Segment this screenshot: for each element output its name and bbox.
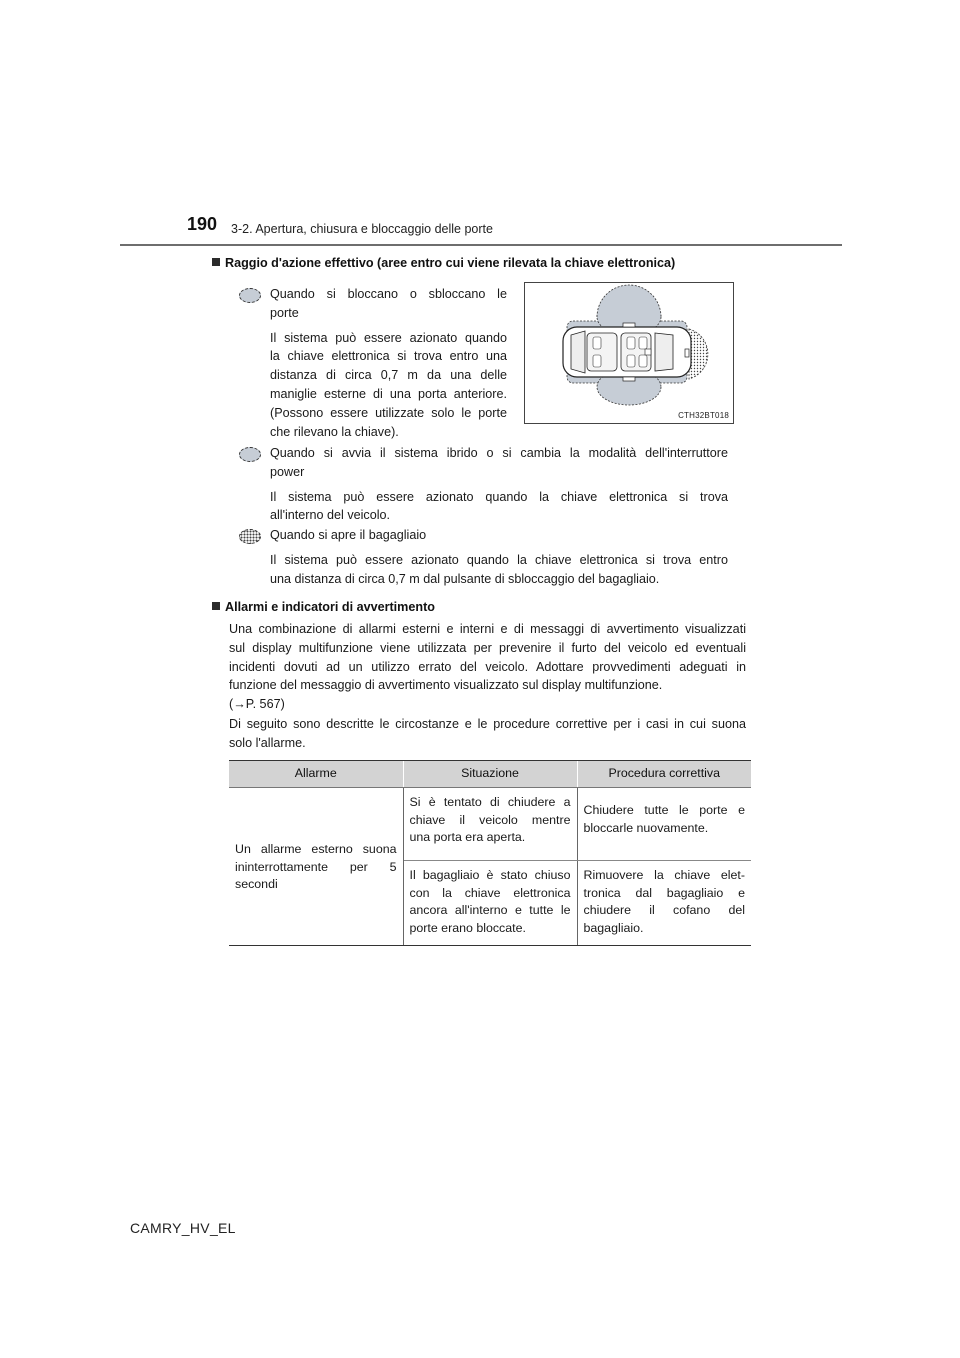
car-top-view-illustration — [525, 283, 733, 423]
zone-door-desc-line: che rilevano la chiave). — [270, 424, 399, 439]
zone-trunk-title-line: Quando si apre il bagagliaio — [270, 528, 427, 542]
zone-door-title-line: Quando si bloccano o sbloccano le — [270, 287, 507, 301]
zone-door-desc-line: Il sistema può essere azionato quando — [270, 330, 507, 345]
zone-interior-desc-line: Il sistema può essere azionato quando la chiave elettronica si trova — [270, 489, 728, 504]
header-alarm: Allarme — [229, 761, 403, 788]
alarm-para1-line: incidenti dovuti ad un utilizzo errato del veicolo. Adottare provvedimenti adeguati in — [229, 659, 746, 674]
alarm-para1-line: sul display multifunzione viene utilizzata per prevenire il furto del veicolo ed eventuali — [229, 640, 746, 655]
key-range-diagram — [524, 282, 734, 424]
square-bullet-icon — [212, 258, 220, 266]
header-situation: Situazione — [403, 761, 577, 788]
zone-door-desc-line: la chiave elettronica si trova entro una — [270, 349, 507, 364]
zone-interior-block — [270, 444, 728, 525]
zone-door-desc-line: distanza di circa 0,7 m da una delle — [270, 368, 507, 383]
header-procedure: Procedura correttiva — [577, 761, 751, 788]
procedure-line: bagagliaio. — [583, 920, 644, 935]
page-reference: (→P. 567) — [229, 697, 285, 712]
procedure-line: Chiudere tutte le porte e — [583, 803, 745, 817]
alarm-line: ininterrottamente per 5 — [235, 859, 397, 874]
situation-cell — [403, 788, 577, 861]
zone-trunk-block — [270, 526, 728, 588]
zone-trunk-desc-line: Il sistema può essere azionato quando la chiave elettronica si trova entro — [270, 552, 728, 567]
procedure-cell — [577, 788, 751, 861]
zone-door-block — [270, 285, 507, 441]
solid-zone-icon — [239, 447, 261, 462]
procedure-cell — [577, 861, 751, 946]
alarm-table — [229, 760, 751, 946]
situation-line: con la chiave elettronica — [409, 885, 571, 900]
zone-door-desc-line: (Possono essere utilizzate solo le porte — [270, 405, 507, 420]
zone-door-desc-line: maniglie esterne di una porta anteriore. — [270, 386, 507, 401]
zone-interior-title-line: Quando si avvia il sistema ibrido o si cambia la modalità dell'interruttore — [270, 446, 728, 460]
square-bullet-icon — [212, 602, 220, 610]
alarm-paragraph-2 — [229, 715, 746, 753]
page-number: 190 — [187, 214, 218, 234]
alarm-para2-line: Di seguito sono descritte le circostanze e le procedure correttive per i casi in cui suona — [229, 717, 746, 731]
alarm-section-heading — [212, 600, 435, 614]
range-section-heading — [212, 256, 675, 270]
procedure-line: bloccarle nuovamente. — [583, 820, 709, 835]
zone-door-title-line: porte — [270, 305, 299, 320]
header-divider — [120, 244, 842, 246]
table-row — [229, 788, 751, 861]
situation-cell — [403, 861, 577, 946]
situation-line: una porta era aperta. — [409, 830, 526, 844]
situation-line: porte erano bloccate. — [409, 920, 526, 935]
alarm-cell — [229, 788, 403, 946]
alarm-line: Un allarme esterno suona — [235, 842, 397, 857]
situation-line: ancora all'interno e tutte le — [409, 903, 571, 917]
situation-line: Si è tentato di chiudere a — [409, 795, 571, 809]
alarm-heading-text: Allarmi e indicatori di avvertimento — [225, 600, 435, 614]
dotted-zone-icon — [239, 529, 261, 544]
zone-interior-title-line: power — [270, 464, 305, 479]
procedure-line: tronica dal bagagliaio e — [583, 885, 745, 900]
section-title: 3-2. Apertura, chiusura e bloccaggio delle porte — [231, 222, 493, 236]
trunk-zone — [689, 329, 708, 379]
alarm-para1-line: funzione del messaggio di avvertimento visualizzato sul display multifunzione. — [229, 678, 663, 693]
diagram-code: CTH32BT018 — [678, 411, 729, 420]
procedure-line: Rimuovere la chiave elet- — [583, 868, 745, 882]
solid-zone-icon — [239, 288, 261, 303]
procedure-line: chiudere il cofano del — [583, 903, 745, 917]
situation-line: Il bagagliaio è stato chiuso — [409, 868, 571, 882]
alarm-paragraph-1 — [229, 620, 746, 714]
zone-trunk-desc-line: una distanza di circa 0,7 m dal pulsante di sbloccaggio del bagagliaio. — [270, 571, 660, 586]
model-code: CAMRY_HV_EL — [130, 1220, 236, 1236]
alarm-line: secondi — [235, 877, 278, 892]
alarm-para1-line: Una combinazione di allarmi esterni e interni e di messaggi di avvertimento visualizzati — [229, 622, 746, 636]
situation-line: chiave il veicolo mentre — [409, 812, 571, 827]
table-header-row — [229, 761, 751, 788]
alarm-para2-line: solo l'allarme. — [229, 735, 306, 750]
zone-interior-desc-line: all'interno del veicolo. — [270, 508, 391, 523]
range-heading-text: Raggio d'azione effettivo (aree entro cui viene rilevata la chiave elettronica) — [225, 256, 676, 270]
